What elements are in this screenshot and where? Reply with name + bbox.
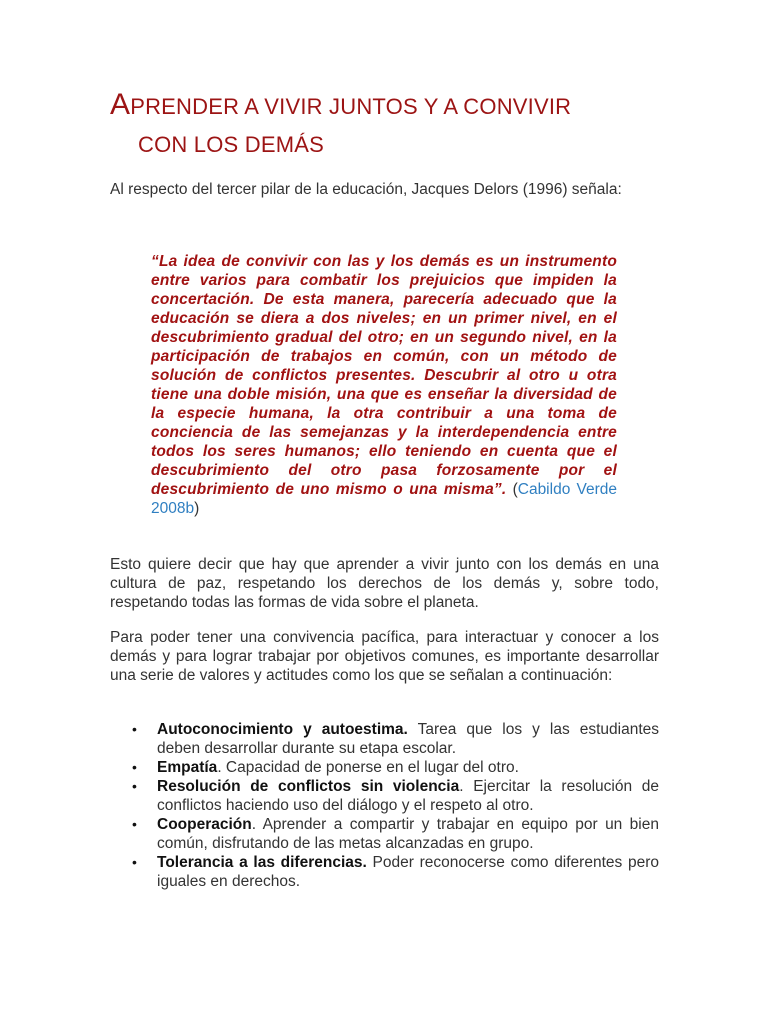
list-item — [110, 815, 659, 853]
list-item — [110, 853, 659, 891]
paragraph-culture-of-peace: Esto quiere decir que hay que aprender a vivir junto con los demás en una cultura de paz, respetando los derechos de los demás y, sobre todo, respetando todas las formas de vida sobre el planeta. — [110, 556, 659, 611]
paragraph-values-intro: Para poder tener una convivencia pacífica, para interactuar y conocer a los demás y para lograr trabajar por objetivos comunes, es importante desarrollar una serie de valores y actitudes como los que se señalan a continuación: — [110, 629, 659, 684]
title-line-1-rest: PRENDER A VIVIR JUNTOS Y A CONVIVIR — [130, 94, 572, 119]
list-item-description: . Capacidad de ponerse en el lugar del otro. — [217, 759, 519, 776]
citation-close: ) — [194, 500, 200, 517]
list-item-term: Empatía — [157, 759, 218, 776]
title-line-2: CON LOS DEMÁS — [138, 132, 324, 157]
bullet-icon: • — [132, 778, 137, 794]
list-item — [110, 758, 659, 777]
bullet-icon: • — [132, 759, 137, 775]
page-title — [110, 86, 670, 164]
values-list — [110, 720, 659, 891]
quote-text: “La idea de convivir con las y los demás es un instrumento entre varios para combatir los prejuicios que impiden la concertación. De esta manera, parecería adecuado que la educación se diera a dos niveles; en un primer nivel, en el descubrimiento gradual del otro; en un segundo nivel, en la participación de trabajos en común, con un método de solución de conflictos presentes. Descubrir al otro u otra tiene una doble misión, una que es enseñar la diversidad de la especie humana, la otra contribuir a una toma de conciencia de las semejanzas y la interdependencia entre todos los seres humanos; ello teniendo en cuenta que el descubrimiento del otro pasa forzosamente por el descubrimiento de uno mismo o una misma”. — [151, 253, 617, 498]
list-item-term: Tolerancia a las diferencias. — [157, 854, 367, 871]
block-quote — [151, 252, 617, 518]
list-item-description: . Aprender a compartir y trabajar en equipo por un bien común, disfrutando de las metas alcanzadas en grupo. — [157, 816, 659, 852]
intro-paragraph: Al respecto del tercer pilar de la educación, Jacques Delors (1996) señala: — [110, 181, 622, 198]
title-initial-letter: A — [110, 88, 131, 121]
list-item-description: . Ejercitar la resolución de conflictos haciendo uso del diálogo y el respeto al otro. — [157, 778, 659, 814]
list-item — [110, 777, 659, 815]
list-item-description: Tarea que los y las estudiantes deben desarrollar durante su etapa escolar. — [157, 721, 659, 757]
list-item-term: Cooperación — [157, 816, 252, 833]
bullet-icon: • — [132, 816, 137, 832]
citation-open: ( — [506, 481, 518, 498]
list-item-term: Resolución de conflictos sin violencia — [157, 778, 460, 795]
citation-link[interactable]: Cabildo Verde 2008b — [151, 481, 618, 517]
bullet-icon: • — [132, 721, 137, 737]
list-item-term: Autoconocimiento y autoestima. — [157, 721, 408, 738]
list-item — [110, 720, 659, 758]
list-item-description: Poder reconocerse como diferentes pero iguales en derechos. — [157, 854, 659, 890]
bullet-icon: • — [132, 854, 137, 870]
title-line-1 — [110, 88, 572, 121]
